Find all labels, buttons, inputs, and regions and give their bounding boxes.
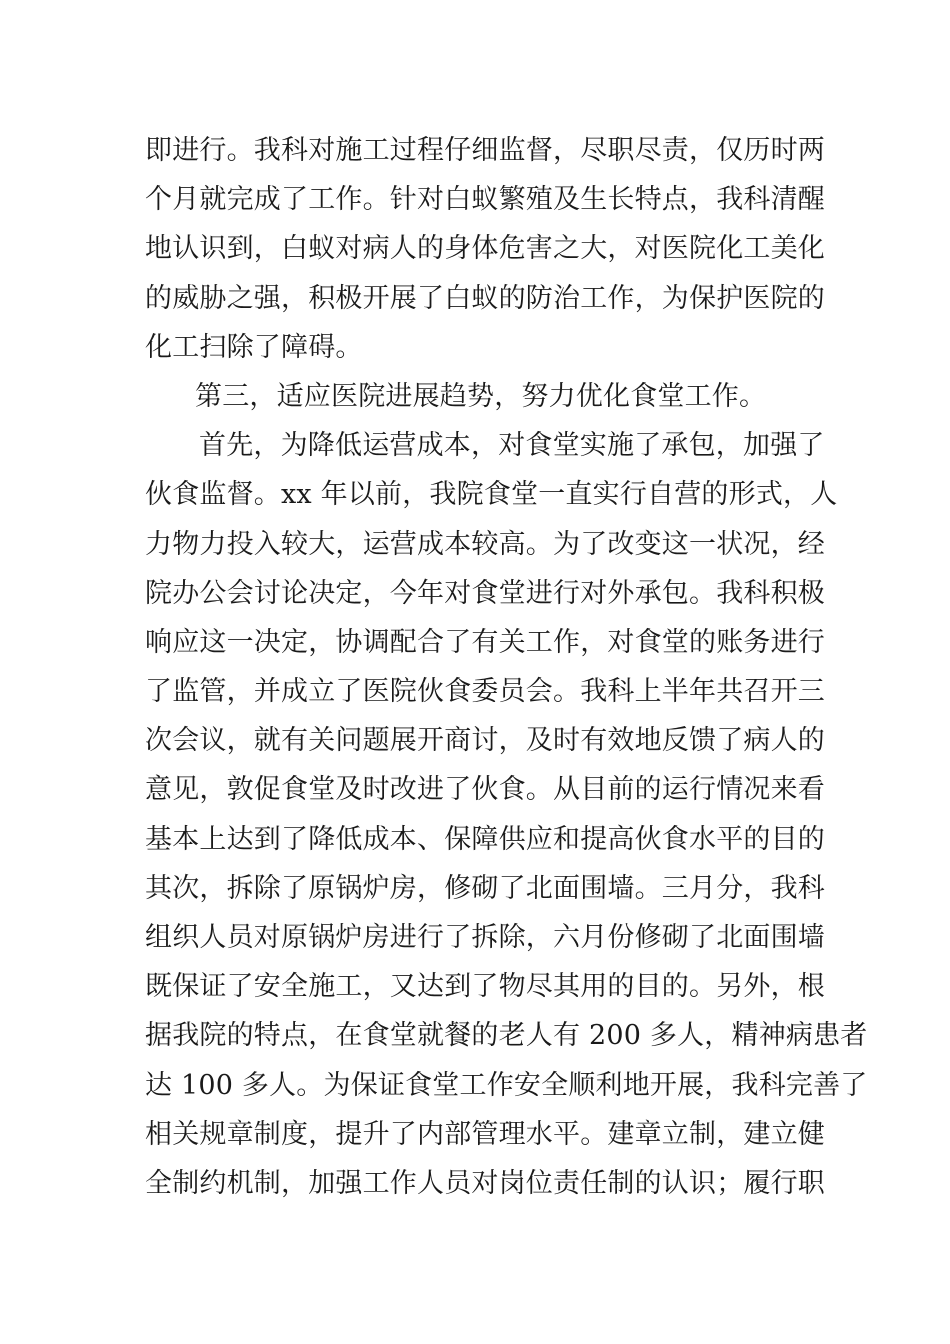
text-line: 次会议，就有关问题展开商讨，及时有效地反馈了病人的 (145, 725, 825, 757)
text-line: 其次，拆除了原锅炉房，修砌了北面围墙。三月分，我科 (145, 872, 825, 904)
text-line: 达 100 多人。为保证食堂工作安全顺利地开展，我科完善了 (145, 1069, 868, 1101)
text-line: 了监管，并成立了医院伙食委员会。我科上半年共召开三 (145, 676, 825, 708)
text-line: 伙食监督。xx 年以前，我院食堂一直实行自营的形式，人 (145, 479, 838, 511)
text-line: 基本上达到了降低成本、保障供应和提高伙食水平的目的 (145, 823, 825, 855)
text-line: 的威胁之强，积极开展了白蚁的防治工作，为保护医院的 (145, 282, 825, 314)
body-text (145, 126, 868, 1208)
text-line: 个月就完成了工作。针对白蚁繁殖及生长特点，我科清醒 (145, 184, 825, 216)
text-line: 响应这一决定，协调配合了有关工作，对食堂的账务进行 (145, 626, 825, 658)
text-line: 相关规章制度，提升了内部管理水平。建章立制，建立健 (145, 1118, 825, 1150)
text-line: 据我院的特点，在食堂就餐的老人有 200 多人，精神病患者 (145, 1020, 868, 1052)
text-line: 既保证了安全施工，又达到了物尽其用的目的。另外，根 (145, 971, 825, 1003)
text-line: 院办公会讨论决定，今年对食堂进行对外承包。我科积极 (145, 577, 825, 609)
text-line: 即进行。我科对施工过程仔细监督，尽职尽责，仅历时两 (145, 135, 825, 166)
text-line: 化工扫除了障碍。 (145, 331, 363, 363)
text-line: 全制约机制，加强工作人员对岗位责任制的认识；履行职 (145, 1167, 825, 1199)
section-heading: 第三，适应医院进展趋势，努力优化食堂工作。 (195, 380, 767, 412)
text-line: 力物力投入较大，运营成本较高。为了改变这一状况，经 (145, 528, 825, 560)
text-line: 组织人员对原锅炉房进行了拆除，六月份修砌了北面围墙 (145, 922, 825, 953)
text-line: 首先，为降低运营成本，对食堂实施了承包，加强了 (199, 430, 825, 462)
text-line: 地认识到，白蚁对病人的身体危害之大，对医院化工美化 (145, 233, 825, 265)
text-line: 意见，敦促食堂及时改进了伙食。从目前的运行情况来看 (145, 774, 825, 806)
